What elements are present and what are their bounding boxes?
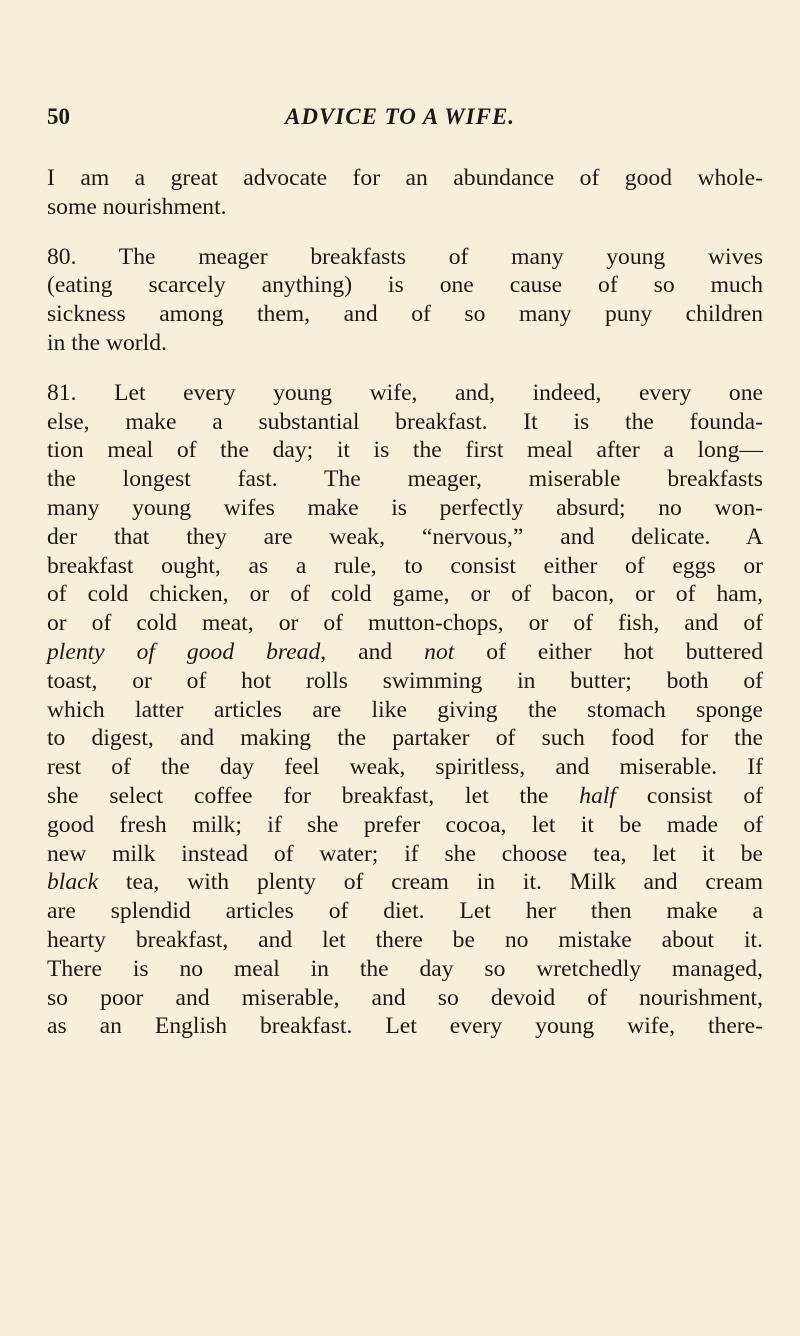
text-line [47,638,763,667]
text-line: as an English breakfast. Let every young wife, there- [47,1013,763,1040]
running-head [47,104,763,134]
text-line: so poor and miserable, and so devoid of nourishment, [47,984,763,1011]
text-line: or of cold meat, or of mutton-chops, or of fish, and of [47,610,763,637]
paragraph-81 [47,379,763,1041]
text-line: der that they are weak, “nervous,” and delicate. A [47,523,763,550]
text-line: I am a great advocate for an abundance of good whole- [47,165,763,191]
text-line: tion meal of the day; it is the first meal after a long— [47,437,763,464]
text-line: (eating scarcely anything) is one cause of so much [47,272,763,299]
text-line: are splendid articles of diet. Let her then make a [47,898,763,925]
text-line [47,868,763,897]
text-line: hearty breakfast, and let there be no mistake about it. [47,926,763,953]
text-line: 80. The meager breakfasts of many young wives [47,243,763,270]
page-number: 50 [47,104,70,129]
text-line: There is no meal in the day so wretchedly managed, [47,955,763,982]
text-line: some nourishment. [47,193,227,220]
paragraph-gap [47,222,763,243]
text-segment: and [326,638,425,665]
text-segment: tea, with plenty of cream in it. Milk and cream [98,869,763,896]
text-line: to digest, and making the partaker of such food for the [47,725,763,752]
text-segment: she select coffee for breakfast, let the [47,782,580,809]
text-line: breakfast ought, as a rule, to consist either of eggs or [47,552,763,579]
text-line: else, make a substantial breakfast. It is the founda- [47,408,763,435]
text-line: toast, or of hot rolls swimming in butter; both of [47,667,763,694]
text-line: many young wifes make is perfectly absurd; no won- [47,494,763,521]
text-segment: of either hot buttered [454,638,763,665]
italic-text: not [424,638,455,665]
text-line: of cold chicken, or of cold game, or of bacon, or of ham, [47,581,763,608]
text-line: the longest fast. The meager, miserable breakfasts [47,466,763,493]
italic-text: half [579,782,616,809]
text-line: which latter articles are like giving the stomach sponge [47,696,763,723]
italic-text: plenty of good bread, [47,638,327,665]
running-title: ADVICE TO A WIFE. [285,104,516,129]
paragraph-1 [47,164,763,222]
text-line: rest of the day feel weak, spiritless, and miserable. If [47,754,763,781]
paragraph-gap [47,358,763,379]
text-line: new milk instead of water; if she choose tea, let it be [47,840,763,867]
italic-text: black [47,869,99,896]
text-line: sickness among them, and of so many puny children [47,301,763,328]
text-line: good fresh milk; if she prefer cocoa, let it be made of [47,811,763,838]
text-line [47,782,763,811]
text-line: in the world. [47,329,167,356]
text-segment: consist of [615,782,763,809]
paragraph-80 [47,243,763,358]
text-line: 81. Let every young wife, and, indeed, every one [47,379,763,406]
body-text [47,164,763,1041]
